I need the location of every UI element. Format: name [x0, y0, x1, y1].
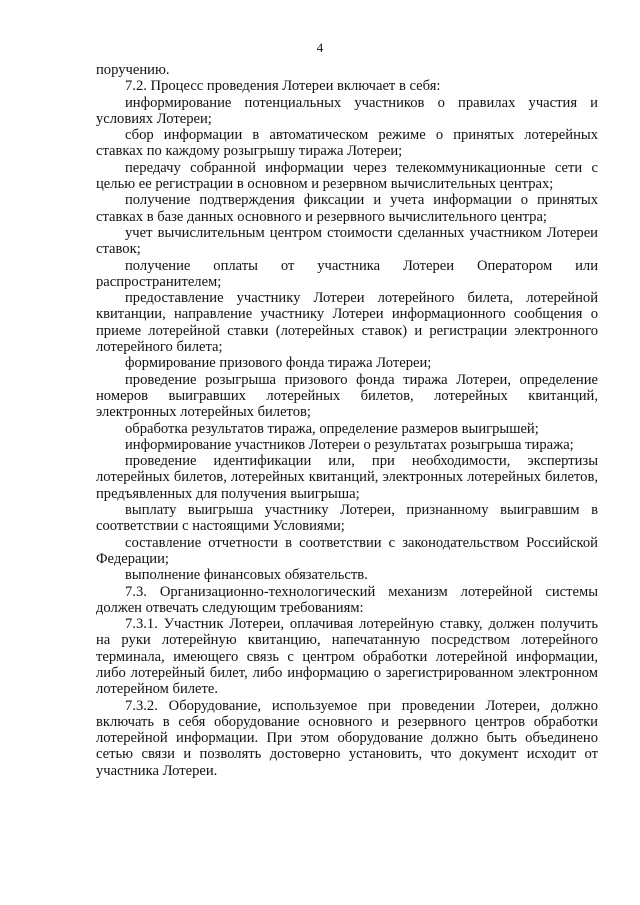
list-item: получение подтверждения фиксации и учета информации о принятых ставках в базе данных основного и резервного вычислительного центра; [96, 192, 598, 225]
list-item: проведение розыгрыша призового фонда тиража Лотереи, определение номеров выигравших лотерейных билетов, лотерейных квитанций, электронных лотерейных билетов; [96, 371, 598, 421]
list-item: информирование участников Лотереи о результатах розыгрыша тиража; [125, 436, 574, 453]
section-7-3-heading: 7.3. Организационно-технологический механизм лотерейной системы должен отвечать следующим требованиям: [96, 583, 598, 616]
list-item: выполнение финансовых обязательств. [125, 567, 368, 584]
list-item: формирование призового фонда тиража Лотереи; [125, 355, 432, 372]
paragraph-continuation: поручению. [96, 62, 170, 78]
list-item: выплату выигрыша участнику Лотереи, признанному выигравшим в соответствии с настоящими Условиями; [96, 502, 598, 535]
clause-7-3-2: 7.3.2. Оборудование, используемое при проведении Лотереи, должно включать в себя оборудование основного и резервного центров обработки лотерейной информации. При этом оборудование должно быть объединено сетью связи и позволять достоверно установить, что документ исходит от участника Лотереи. [96, 697, 598, 779]
clause-7-3-1: 7.3.1. Участник Лотереи, оплачивая лотерейную ставку, должен получить на руки лотерейную квитанцию, напечатанную посредством лотерейного терминала, имеющего связь с центром обработки лотерейной информации, либо лотерейный билет, либо информацию о зарегистрированном электронном лотерейном билете. [96, 616, 598, 698]
list-item: получение оплаты от участника Лотереи Оператором или распространителем; [96, 257, 598, 290]
list-item: передачу собранной информации через телекоммуникационные сети с целью ее регистрации в основном и резервном вычислительных центрах; [96, 159, 598, 193]
list-item: составление отчетности в соответствии с законодательством Российской Федерации; [96, 534, 598, 567]
list-item: проведение идентификации или, при необходимости, экспертизы лотерейных билетов, лотерейных квитанций, электронных лотерейных билетов, предъявленных для получения выигрыша; [96, 453, 598, 502]
document-body [96, 62, 598, 779]
page-number: 4 [316, 40, 324, 55]
list-item: обработка результатов тиража, определение размеров выигрышей; [125, 420, 539, 437]
list-item: сбор информации в автоматическом режиме о принятых лотерейных ставках по каждому розыгрышу тиража Лотереи; [96, 127, 598, 160]
section-7-2-heading: 7.2. Процесс проведения Лотереи включает в себя: [125, 78, 441, 95]
list-item: информирование потенциальных участников о правилах участия и условиях Лотереи; [96, 94, 598, 127]
list-item: учет вычислительным центром стоимости сделанных участником Лотереи ставок; [96, 224, 598, 258]
list-item: предоставление участнику Лотереи лотерейного билета, лотерейной квитанции, направление участнику Лотереи информационного сообщения о приеме лотерейной ставки (лотерейных ставок) и регистрации электронного лотерейного билета; [96, 290, 598, 356]
